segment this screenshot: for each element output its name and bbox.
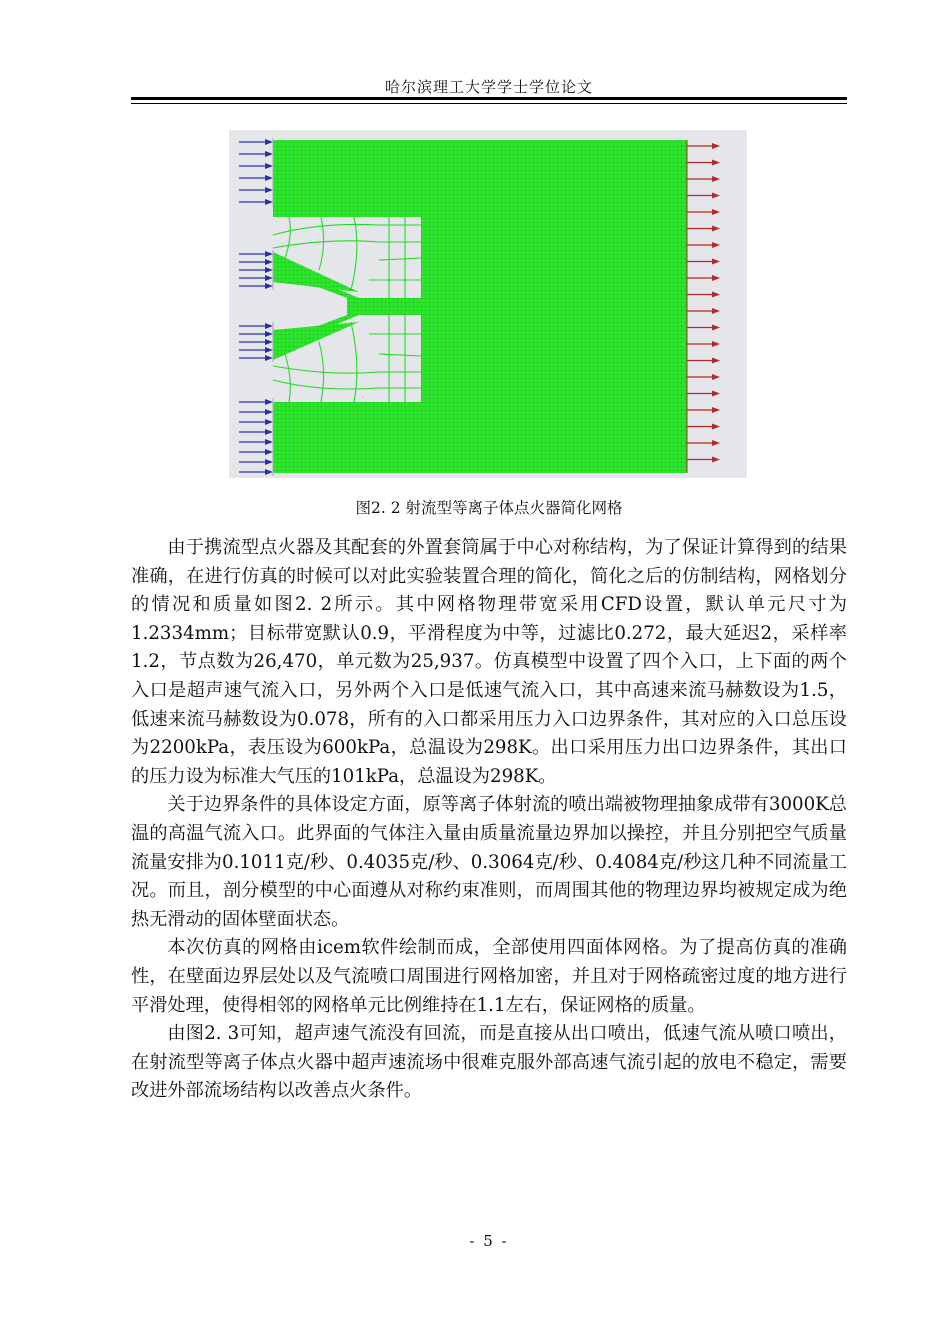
outlet-arrow-head: [712, 275, 720, 281]
inlet-arrow-head: [265, 409, 273, 415]
inlet-arrow-head: [265, 429, 273, 435]
inlet-arrow-head: [265, 323, 273, 329]
inlet-arrow-head: [265, 419, 273, 425]
outlet-arrow-head: [712, 457, 720, 463]
inlet-arrow-head: [265, 283, 273, 289]
outlet-arrow-head: [712, 440, 720, 446]
inlet-arrow-head: [265, 469, 273, 475]
mesh-figure: [229, 130, 747, 478]
inlet-arrow-head: [265, 331, 273, 337]
outlet-arrow-head: [712, 325, 720, 331]
inlet-arrow-head: [265, 151, 273, 157]
inlet-arrow-head: [265, 459, 273, 465]
inlet-arrow-head: [265, 199, 273, 205]
outlet-arrow-head: [712, 226, 720, 232]
outlet-arrow-head: [712, 292, 720, 298]
outlet-arrow-head: [712, 176, 720, 182]
outlet-arrow-head: [712, 259, 720, 265]
inlet-arrow-head: [265, 163, 273, 169]
inlet-arrow-head: [265, 139, 273, 145]
outlet-arrow-head: [712, 209, 720, 215]
outlet-arrows: [687, 140, 720, 473]
body-text: [131, 534, 847, 1106]
inlet-arrow-head: [265, 175, 273, 181]
header-rule-thick: [131, 97, 847, 100]
inlet-arrow-head: [265, 347, 273, 353]
outlet-arrow-head: [712, 193, 720, 199]
paragraph: 由图2. 3可知，超声速气流没有回流，而是直接从出口喷出，低速气流从喷口喷出，在射流型等离子体点火器中超声速流场中很难克服外部高速气流引起的放电不稳定，需要改进外部流场结构以改善点火条件。: [131, 1023, 847, 1102]
header-rule-thin: [131, 103, 847, 104]
outlet-arrow-head: [712, 424, 720, 430]
inlet-arrow-head: [265, 187, 273, 193]
paragraph: 本次仿真的网格由icem软件绘制而成，全部使用四面体网格。为了提高仿真的准确性，在壁面边界层处以及气流喷口周围进行网格加密，并且对于网格疏密过度的地方进行平滑处理，使得相邻的网格单元比例维持在1.1左右，保证网格的质量。: [131, 937, 847, 1016]
outlet-arrow-head: [712, 242, 720, 248]
outlet-arrow-head: [712, 374, 720, 380]
inlet-arrow-head: [265, 267, 273, 273]
outlet-arrow-head: [712, 308, 720, 314]
outlet-arrow-head: [712, 358, 720, 364]
inlet-arrow-head: [265, 339, 273, 345]
mesh-image: [229, 130, 747, 478]
inlet-arrow-head: [265, 355, 273, 361]
outlet-arrow-head: [712, 391, 720, 397]
inlet-arrow-head: [265, 275, 273, 281]
paragraph: 关于边界条件的具体设定方面，原等离子体射流的喷出端被物理抽象成带有3000K总温的高温气流入口。此界面的气体注入量由质量流量边界加以操控，并且分别把空气质量流量安排为0.1011克/秒、0.4035克/秒、0.3064克/秒、0.4084克/秒这几种不同流量工况。而且，剖分模型的中心面遵从对称约束准则，而周围其他的物理边界均被规定成为绝热无滑动的固体壁面状态。: [131, 794, 847, 930]
inlet-arrow-head: [265, 251, 273, 257]
figure-caption: 图2. 2 射流型等离子体点火器简化网格: [355, 499, 623, 517]
outlet-arrow-head: [712, 143, 720, 149]
running-header: 哈尔滨理工大学学士学位论文: [384, 78, 593, 96]
inlet-arrow-head: [265, 439, 273, 445]
inlet-arrow-head: [265, 399, 273, 405]
inlet-arrow-head: [265, 259, 273, 265]
paragraph: 由于携流型点火器及其配套的外置套筒属于中心对称结构，为了保证计算得到的结果准确，在进行仿真的时候可以对此实验装置合理的简化，简化之后的仿制结构，网格划分的情况和质量如图2. 2所示。其中网格物理带宽采用CFD设置，默认单元尺寸为1.2334mm；目标带宽默认0.9，平滑程度为中等，过滤比0.272，最大延迟2，采样率1.2，节点数为26,470，单元数为25,937。仿真模型中设置了四个入口，上下面的两个入口是超声速气流入口，另外两个入口是低速气流入口，其中高速来流马赫数设为1.5，低速来流马赫数设为0.078，所有的入口都采用压力入口边界条件，其对应的入口总压设为2200kPa，表压设为600kPa，总温设为298K。出口采用压力出口边界条件，其出口的压力设为标准大气压的101kPa，总温设为298K。: [131, 537, 847, 787]
outlet-arrow-head: [712, 160, 720, 166]
page-number: - 5 -: [469, 1232, 509, 1250]
inlet-arrow-head: [265, 449, 273, 455]
outlet-arrow-head: [712, 341, 720, 347]
inlet-arrows: [239, 138, 273, 476]
outlet-arrow-head: [712, 407, 720, 413]
